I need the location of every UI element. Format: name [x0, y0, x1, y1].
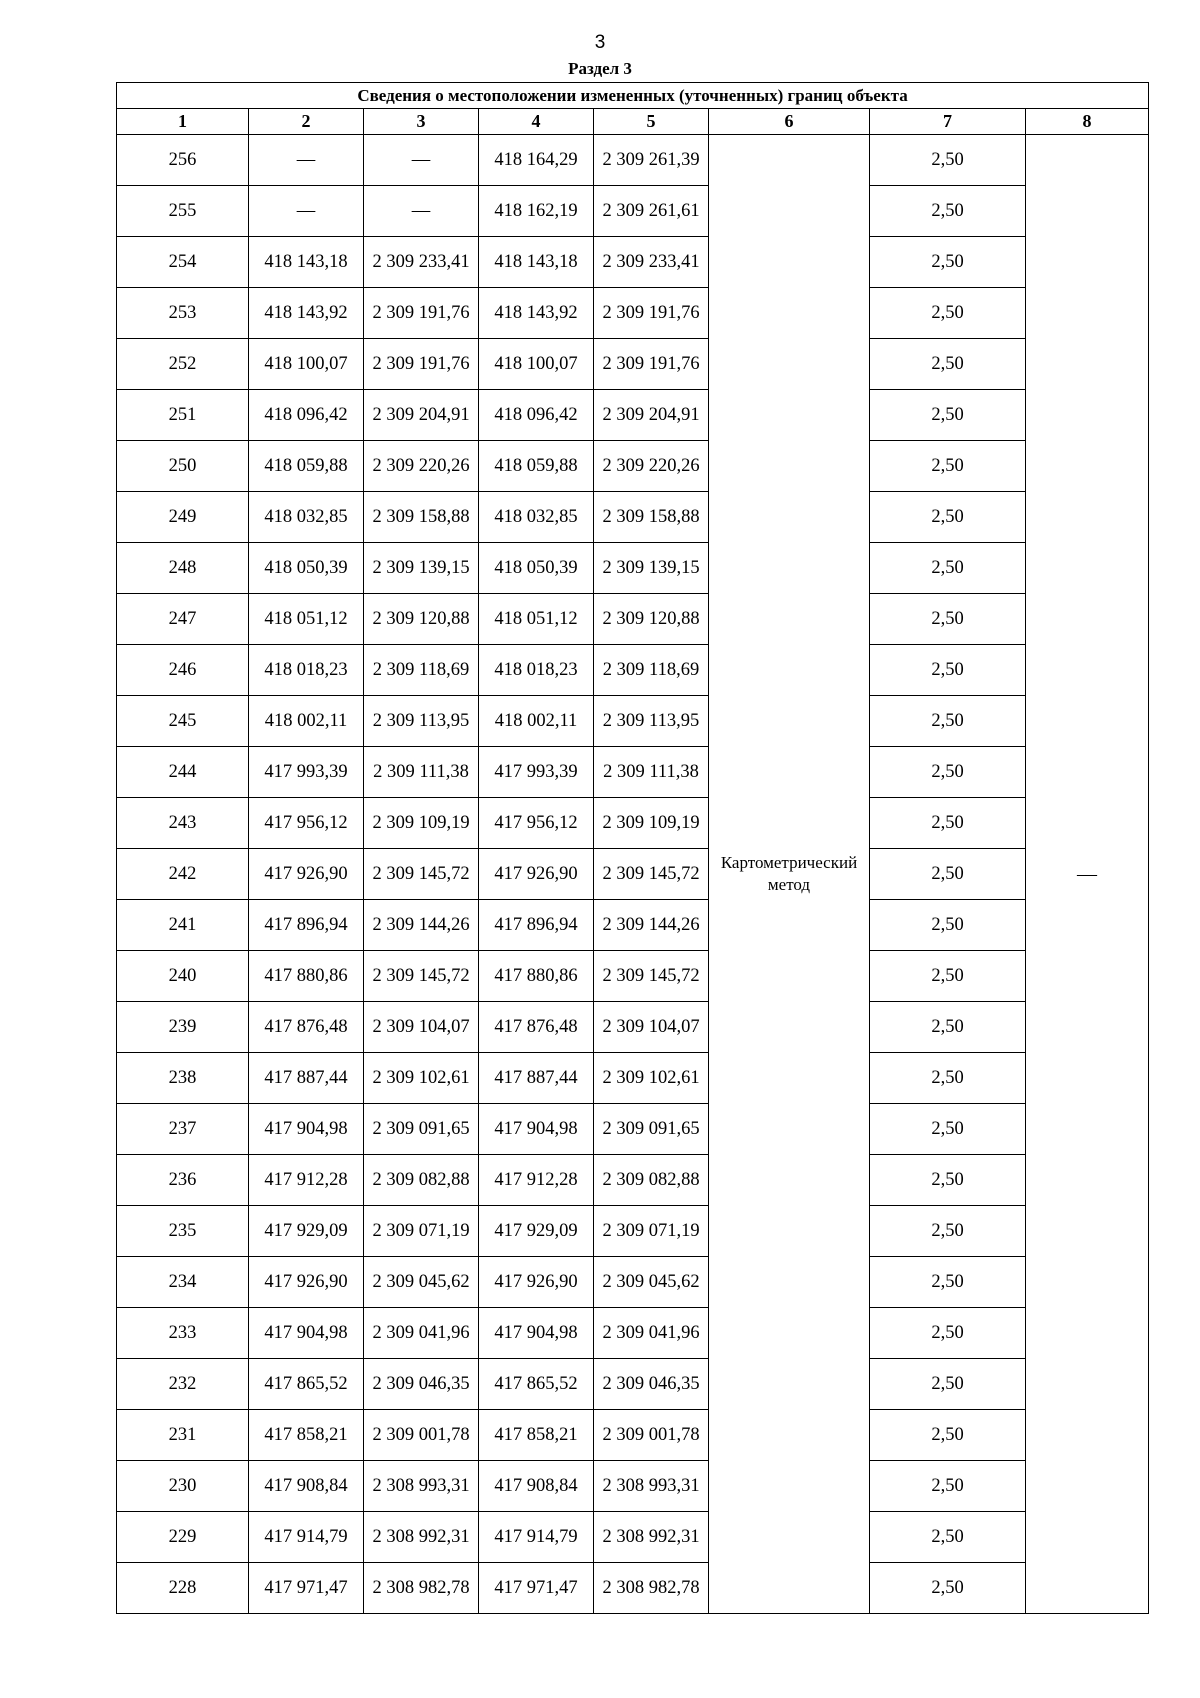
table-row — [117, 1257, 1149, 1308]
table-row — [117, 492, 1149, 543]
new-x-cell: 417 993,39 — [479, 747, 594, 798]
new-y-cell: 2 309 204,91 — [594, 390, 709, 441]
existing-x-cell: 418 100,07 — [249, 339, 364, 390]
existing-y-cell: 2 309 104,07 — [364, 1002, 479, 1053]
accuracy-cell: 2,50 — [870, 1002, 1026, 1053]
new-x-cell: 418 051,12 — [479, 594, 594, 645]
new-x-cell: 417 912,28 — [479, 1155, 594, 1206]
table-caption: Сведения о местоположении измененных (уточненных) границ объекта — [117, 83, 1149, 109]
new-y-cell: 2 309 104,07 — [594, 1002, 709, 1053]
table-row — [117, 1563, 1149, 1614]
new-x-cell: 418 032,85 — [479, 492, 594, 543]
accuracy-cell: 2,50 — [870, 849, 1026, 900]
table-row — [117, 390, 1149, 441]
point-number-cell: 229 — [117, 1512, 249, 1563]
new-x-cell: 418 018,23 — [479, 645, 594, 696]
accuracy-cell: 2,50 — [870, 1461, 1026, 1512]
new-y-cell: 2 309 041,96 — [594, 1308, 709, 1359]
existing-x-cell: — — [249, 186, 364, 237]
point-number-cell: 252 — [117, 339, 249, 390]
point-number-cell: 253 — [117, 288, 249, 339]
new-y-cell: 2 309 118,69 — [594, 645, 709, 696]
existing-y-cell: 2 309 233,41 — [364, 237, 479, 288]
accuracy-cell: 2,50 — [870, 900, 1026, 951]
table-row — [117, 1206, 1149, 1257]
point-number-cell: 247 — [117, 594, 249, 645]
accuracy-cell: 2,50 — [870, 492, 1026, 543]
new-y-cell: 2 309 191,76 — [594, 339, 709, 390]
existing-x-cell: 417 887,44 — [249, 1053, 364, 1104]
new-y-cell: 2 309 102,61 — [594, 1053, 709, 1104]
existing-y-cell: 2 309 191,76 — [364, 339, 479, 390]
point-number-cell: 235 — [117, 1206, 249, 1257]
existing-x-cell: 418 002,11 — [249, 696, 364, 747]
accuracy-cell: 2,50 — [870, 1410, 1026, 1461]
column-number: 1 — [117, 109, 249, 135]
new-x-cell: 417 971,47 — [479, 1563, 594, 1614]
existing-y-cell: 2 309 102,61 — [364, 1053, 479, 1104]
table-row — [117, 135, 1149, 186]
new-y-cell: 2 309 145,72 — [594, 849, 709, 900]
point-number-cell: 236 — [117, 1155, 249, 1206]
point-number-cell: 243 — [117, 798, 249, 849]
accuracy-cell: 2,50 — [870, 390, 1026, 441]
new-y-cell: 2 309 111,38 — [594, 747, 709, 798]
existing-x-cell: 417 865,52 — [249, 1359, 364, 1410]
new-x-cell: 417 904,98 — [479, 1104, 594, 1155]
accuracy-cell: 2,50 — [870, 1206, 1026, 1257]
new-y-cell: 2 309 261,61 — [594, 186, 709, 237]
new-y-cell: 2 309 120,88 — [594, 594, 709, 645]
existing-x-cell: 418 143,92 — [249, 288, 364, 339]
new-x-cell: 417 858,21 — [479, 1410, 594, 1461]
point-number-cell: 233 — [117, 1308, 249, 1359]
new-y-cell: 2 309 113,95 — [594, 696, 709, 747]
table-row — [117, 645, 1149, 696]
column8-cell: — — [1026, 135, 1149, 1614]
existing-y-cell: 2 309 139,15 — [364, 543, 479, 594]
new-x-cell: 418 096,42 — [479, 390, 594, 441]
table-row — [117, 951, 1149, 1002]
new-x-cell: 417 887,44 — [479, 1053, 594, 1104]
existing-y-cell: 2 309 113,95 — [364, 696, 479, 747]
column-number: 3 — [364, 109, 479, 135]
point-number-cell: 240 — [117, 951, 249, 1002]
new-x-cell: 417 929,09 — [479, 1206, 594, 1257]
existing-y-cell: 2 309 191,76 — [364, 288, 479, 339]
new-y-cell: 2 309 046,35 — [594, 1359, 709, 1410]
existing-x-cell: 418 096,42 — [249, 390, 364, 441]
existing-x-cell: 417 929,09 — [249, 1206, 364, 1257]
existing-x-cell: 417 993,39 — [249, 747, 364, 798]
accuracy-cell: 2,50 — [870, 1053, 1026, 1104]
existing-y-cell: 2 309 001,78 — [364, 1410, 479, 1461]
existing-y-cell: — — [364, 186, 479, 237]
existing-x-cell: 417 912,28 — [249, 1155, 364, 1206]
accuracy-cell: 2,50 — [870, 186, 1026, 237]
table-row — [117, 288, 1149, 339]
existing-y-cell: 2 309 082,88 — [364, 1155, 479, 1206]
table-row — [117, 339, 1149, 390]
table-row — [117, 900, 1149, 951]
table-row — [117, 1308, 1149, 1359]
new-y-cell: 2 309 233,41 — [594, 237, 709, 288]
table-row — [117, 1155, 1149, 1206]
existing-y-cell: 2 308 982,78 — [364, 1563, 479, 1614]
table-row — [117, 186, 1149, 237]
column-number: 5 — [594, 109, 709, 135]
table-row — [117, 696, 1149, 747]
existing-x-cell: 417 904,98 — [249, 1308, 364, 1359]
accuracy-cell: 2,50 — [870, 543, 1026, 594]
existing-y-cell: 2 308 993,31 — [364, 1461, 479, 1512]
new-x-cell: 418 100,07 — [479, 339, 594, 390]
table-row — [117, 1512, 1149, 1563]
point-number-cell: 254 — [117, 237, 249, 288]
method-text: Картометрический метод — [720, 853, 858, 894]
new-x-cell: 418 059,88 — [479, 441, 594, 492]
accuracy-cell: 2,50 — [870, 339, 1026, 390]
accuracy-cell: 2,50 — [870, 1155, 1026, 1206]
existing-y-cell: — — [364, 135, 479, 186]
existing-x-cell: 417 858,21 — [249, 1410, 364, 1461]
accuracy-cell: 2,50 — [870, 1359, 1026, 1410]
accuracy-cell: 2,50 — [870, 1512, 1026, 1563]
point-number-cell: 228 — [117, 1563, 249, 1614]
existing-y-cell: 2 309 109,19 — [364, 798, 479, 849]
page-number: 3 — [594, 32, 606, 53]
new-x-cell: 418 143,92 — [479, 288, 594, 339]
accuracy-cell: 2,50 — [870, 696, 1026, 747]
accuracy-cell: 2,50 — [870, 798, 1026, 849]
new-y-cell: 2 309 109,19 — [594, 798, 709, 849]
table-row — [117, 1002, 1149, 1053]
column-number: 8 — [1026, 109, 1149, 135]
existing-x-cell: 417 908,84 — [249, 1461, 364, 1512]
new-y-cell: 2 309 158,88 — [594, 492, 709, 543]
existing-y-cell: 2 309 118,69 — [364, 645, 479, 696]
point-number-cell: 237 — [117, 1104, 249, 1155]
existing-x-cell: — — [249, 135, 364, 186]
column-number: 4 — [479, 109, 594, 135]
point-number-cell: 246 — [117, 645, 249, 696]
table-row — [117, 1104, 1149, 1155]
new-y-cell: 2 309 220,26 — [594, 441, 709, 492]
accuracy-cell: 2,50 — [870, 441, 1026, 492]
new-y-cell: 2 309 001,78 — [594, 1410, 709, 1461]
column-number: 7 — [870, 109, 1026, 135]
point-number-cell: 234 — [117, 1257, 249, 1308]
new-y-cell: 2 309 145,72 — [594, 951, 709, 1002]
point-number-cell: 238 — [117, 1053, 249, 1104]
existing-x-cell: 417 904,98 — [249, 1104, 364, 1155]
existing-x-cell: 417 971,47 — [249, 1563, 364, 1614]
new-y-cell: 2 309 139,15 — [594, 543, 709, 594]
new-x-cell: 418 143,18 — [479, 237, 594, 288]
accuracy-cell: 2,50 — [870, 1104, 1026, 1155]
existing-y-cell: 2 308 992,31 — [364, 1512, 479, 1563]
existing-y-cell: 2 309 145,72 — [364, 849, 479, 900]
new-y-cell: 2 309 091,65 — [594, 1104, 709, 1155]
table-row — [117, 1410, 1149, 1461]
table-row — [117, 849, 1149, 900]
existing-x-cell: 418 051,12 — [249, 594, 364, 645]
new-x-cell: 417 904,98 — [479, 1308, 594, 1359]
accuracy-cell: 2,50 — [870, 951, 1026, 1002]
new-x-cell: 417 865,52 — [479, 1359, 594, 1410]
point-number-cell: 241 — [117, 900, 249, 951]
point-number-cell: 232 — [117, 1359, 249, 1410]
accuracy-cell: 2,50 — [870, 747, 1026, 798]
point-number-cell: 245 — [117, 696, 249, 747]
new-x-cell: 418 002,11 — [479, 696, 594, 747]
new-x-cell: 418 050,39 — [479, 543, 594, 594]
existing-x-cell: 417 956,12 — [249, 798, 364, 849]
existing-y-cell: 2 309 045,62 — [364, 1257, 479, 1308]
existing-y-cell: 2 309 071,19 — [364, 1206, 479, 1257]
existing-y-cell: 2 309 120,88 — [364, 594, 479, 645]
new-x-cell: 418 164,29 — [479, 135, 594, 186]
point-number-cell: 231 — [117, 1410, 249, 1461]
accuracy-cell: 2,50 — [870, 645, 1026, 696]
table-body — [117, 135, 1149, 1614]
existing-y-cell: 2 309 041,96 — [364, 1308, 479, 1359]
table-row — [117, 237, 1149, 288]
section-title: Раздел 3 — [568, 59, 632, 78]
existing-y-cell: 2 309 145,72 — [364, 951, 479, 1002]
new-x-cell: 417 956,12 — [479, 798, 594, 849]
new-y-cell: 2 309 082,88 — [594, 1155, 709, 1206]
new-x-cell: 417 908,84 — [479, 1461, 594, 1512]
table-row — [117, 594, 1149, 645]
existing-x-cell: 417 914,79 — [249, 1512, 364, 1563]
point-number-cell: 251 — [117, 390, 249, 441]
accuracy-cell: 2,50 — [870, 1563, 1026, 1614]
table-row — [117, 543, 1149, 594]
existing-y-cell: 2 309 204,91 — [364, 390, 479, 441]
point-number-cell: 242 — [117, 849, 249, 900]
existing-x-cell: 417 880,86 — [249, 951, 364, 1002]
new-y-cell: 2 309 045,62 — [594, 1257, 709, 1308]
table-row — [117, 1359, 1149, 1410]
table-row — [117, 441, 1149, 492]
existing-x-cell: 417 896,94 — [249, 900, 364, 951]
existing-y-cell: 2 309 144,26 — [364, 900, 479, 951]
existing-y-cell: 2 309 046,35 — [364, 1359, 479, 1410]
new-y-cell: 2 309 261,39 — [594, 135, 709, 186]
accuracy-cell: 2,50 — [870, 1257, 1026, 1308]
column-number: 2 — [249, 109, 364, 135]
point-number-cell: 250 — [117, 441, 249, 492]
boundary-coordinates-table — [116, 82, 1149, 1614]
new-y-cell: 2 308 982,78 — [594, 1563, 709, 1614]
existing-y-cell: 2 309 111,38 — [364, 747, 479, 798]
existing-x-cell: 418 059,88 — [249, 441, 364, 492]
point-number-cell: 256 — [117, 135, 249, 186]
point-number-cell: 239 — [117, 1002, 249, 1053]
existing-y-cell: 2 309 158,88 — [364, 492, 479, 543]
new-x-cell: 417 926,90 — [479, 849, 594, 900]
new-x-cell: 417 926,90 — [479, 1257, 594, 1308]
table-row — [117, 747, 1149, 798]
existing-x-cell: 418 032,85 — [249, 492, 364, 543]
new-y-cell: 2 309 144,26 — [594, 900, 709, 951]
existing-x-cell: 417 876,48 — [249, 1002, 364, 1053]
column-number: 6 — [709, 109, 870, 135]
new-y-cell: 2 308 993,31 — [594, 1461, 709, 1512]
existing-x-cell: 418 143,18 — [249, 237, 364, 288]
existing-y-cell: 2 309 091,65 — [364, 1104, 479, 1155]
accuracy-cell: 2,50 — [870, 288, 1026, 339]
point-number-cell: 249 — [117, 492, 249, 543]
existing-y-cell: 2 309 220,26 — [364, 441, 479, 492]
new-y-cell: 2 309 191,76 — [594, 288, 709, 339]
table-row — [117, 1461, 1149, 1512]
table-row — [117, 1053, 1149, 1104]
new-x-cell: 417 914,79 — [479, 1512, 594, 1563]
new-y-cell: 2 308 992,31 — [594, 1512, 709, 1563]
point-number-cell: 248 — [117, 543, 249, 594]
point-number-cell: 230 — [117, 1461, 249, 1512]
existing-x-cell: 418 018,23 — [249, 645, 364, 696]
existing-x-cell: 418 050,39 — [249, 543, 364, 594]
accuracy-cell: 2,50 — [870, 1308, 1026, 1359]
new-y-cell: 2 309 071,19 — [594, 1206, 709, 1257]
new-x-cell: 417 880,86 — [479, 951, 594, 1002]
accuracy-cell: 2,50 — [870, 237, 1026, 288]
point-number-cell: 244 — [117, 747, 249, 798]
new-x-cell: 417 896,94 — [479, 900, 594, 951]
method-cell — [709, 135, 870, 1614]
point-number-cell: 255 — [117, 186, 249, 237]
new-x-cell: 418 162,19 — [479, 186, 594, 237]
existing-x-cell: 417 926,90 — [249, 1257, 364, 1308]
accuracy-cell: 2,50 — [870, 594, 1026, 645]
new-x-cell: 417 876,48 — [479, 1002, 594, 1053]
table-row — [117, 798, 1149, 849]
existing-x-cell: 417 926,90 — [249, 849, 364, 900]
accuracy-cell: 2,50 — [870, 135, 1026, 186]
